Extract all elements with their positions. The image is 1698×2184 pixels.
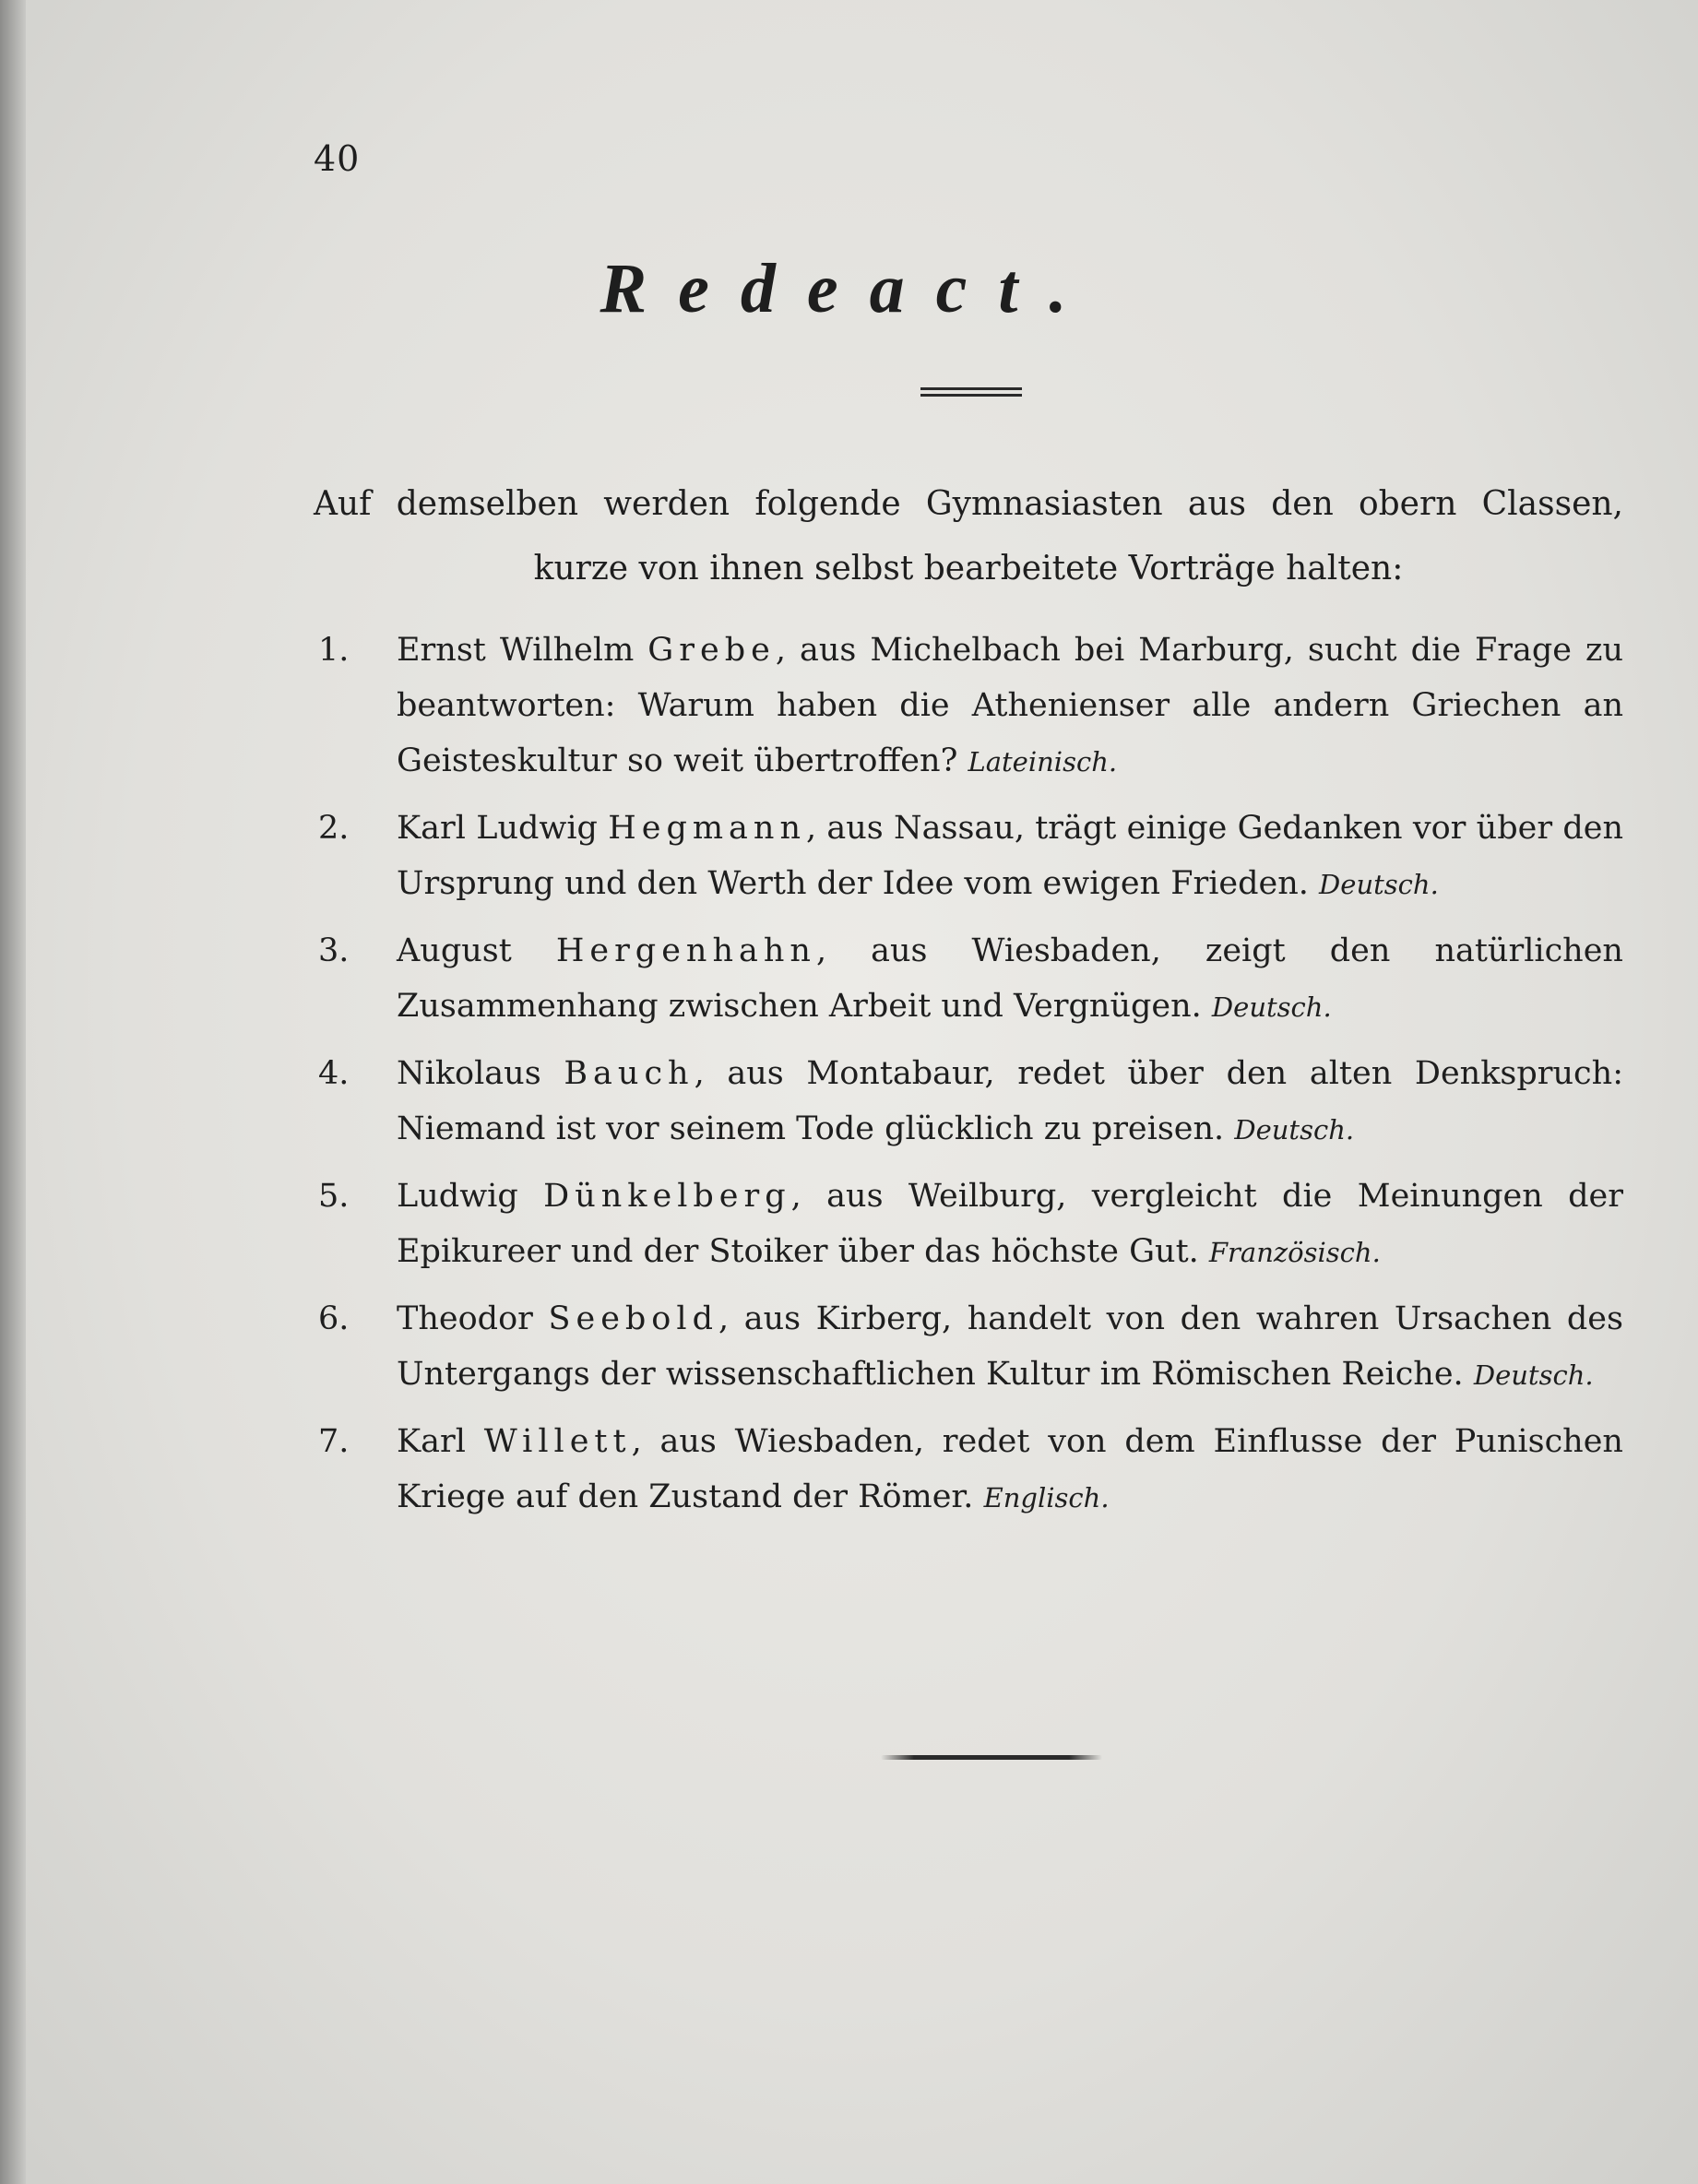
- item-surname: Willett: [483, 1423, 632, 1460]
- item-text: , aus Montabaur, redet über den alten Denkspruch: Niemand ist vor seinem Tode glücklich zu preisen.: [397, 1055, 1623, 1147]
- item-first-name: Ernst Wilhelm: [397, 632, 635, 669]
- item-first-name: Karl Ludwig: [397, 810, 598, 847]
- closing-divider: [881, 1755, 1102, 1760]
- item-language: Deutsch.: [1211, 991, 1332, 1023]
- item-language: Deutsch.: [1473, 1359, 1594, 1391]
- item-language: Französisch.: [1208, 1237, 1381, 1268]
- item-text: , aus Michelbach bei Marburg, sucht die Frage zu beantworten: Warum haben die Athenienser alle andern Griechen an Geisteskultur so weit übertroffen?: [397, 632, 1623, 779]
- page-title: Redeact.: [600, 250, 1098, 327]
- list-item: [318, 1169, 1623, 1280]
- item-number: 3.: [318, 932, 350, 969]
- intro-paragraph: [314, 472, 1623, 601]
- speaker-list: [318, 623, 1623, 1537]
- list-item: [318, 623, 1623, 789]
- item-first-name: Nikolaus: [397, 1055, 541, 1092]
- title-divider: [920, 387, 1022, 397]
- item-number: 6.: [318, 1300, 350, 1337]
- item-surname: Hegmann: [608, 810, 806, 847]
- item-number: 4.: [318, 1055, 350, 1092]
- item-number: 1.: [318, 632, 350, 669]
- item-number: 5.: [318, 1178, 350, 1215]
- item-first-name: Karl: [397, 1423, 466, 1460]
- list-item: [318, 923, 1623, 1035]
- item-number: 2.: [318, 810, 350, 847]
- item-text: , aus Wiesbaden, zeigt den natürlichen Zusammenhang zwischen Arbeit und Vergnügen.: [397, 932, 1623, 1025]
- item-first-name: August: [397, 932, 512, 969]
- item-text: , aus Wiesbaden, redet von dem Einflusse der Punischen Kriege auf den Zustand der Römer.: [397, 1423, 1623, 1515]
- item-number: 7.: [318, 1423, 350, 1460]
- list-item: [318, 1046, 1623, 1157]
- item-surname: Seebold: [548, 1300, 718, 1337]
- intro-line-1: Auf demselben werden folgende Gymnasiasten aus den obern Classen,: [314, 485, 1623, 523]
- item-language: Deutsch.: [1319, 869, 1439, 900]
- list-item: [318, 801, 1623, 912]
- list-item: [318, 1414, 1623, 1525]
- page-number: 40: [314, 138, 361, 179]
- item-first-name: Ludwig: [397, 1178, 518, 1215]
- intro-line-2: kurze von ihnen selbst bearbeitete Vorträge halten:: [533, 550, 1404, 588]
- item-language: Deutsch.: [1234, 1114, 1355, 1145]
- item-surname: Grebe: [647, 632, 776, 669]
- item-surname: Hergenhahn: [555, 932, 816, 969]
- item-surname: Dünkelberg: [543, 1178, 791, 1215]
- item-first-name: Theodor: [397, 1300, 533, 1337]
- item-text: , aus Nassau, trägt einige Gedanken vor über den Ursprung und den Werth der Idee vom ewigen Frieden.: [397, 810, 1623, 902]
- item-surname: Bauch: [564, 1055, 695, 1092]
- item-language: Englisch.: [983, 1482, 1110, 1513]
- list-item: [318, 1291, 1623, 1403]
- item-text: , aus Kirberg, handelt von den wahren Ursachen des Untergangs der wissenschaftlichen Kultur im Römischen Reiche.: [397, 1300, 1623, 1393]
- item-language: Lateinisch.: [968, 746, 1118, 777]
- item-text: , aus Weilburg, vergleicht die Meinungen der Epikureer und der Stoiker über das höchste Gut.: [397, 1178, 1623, 1270]
